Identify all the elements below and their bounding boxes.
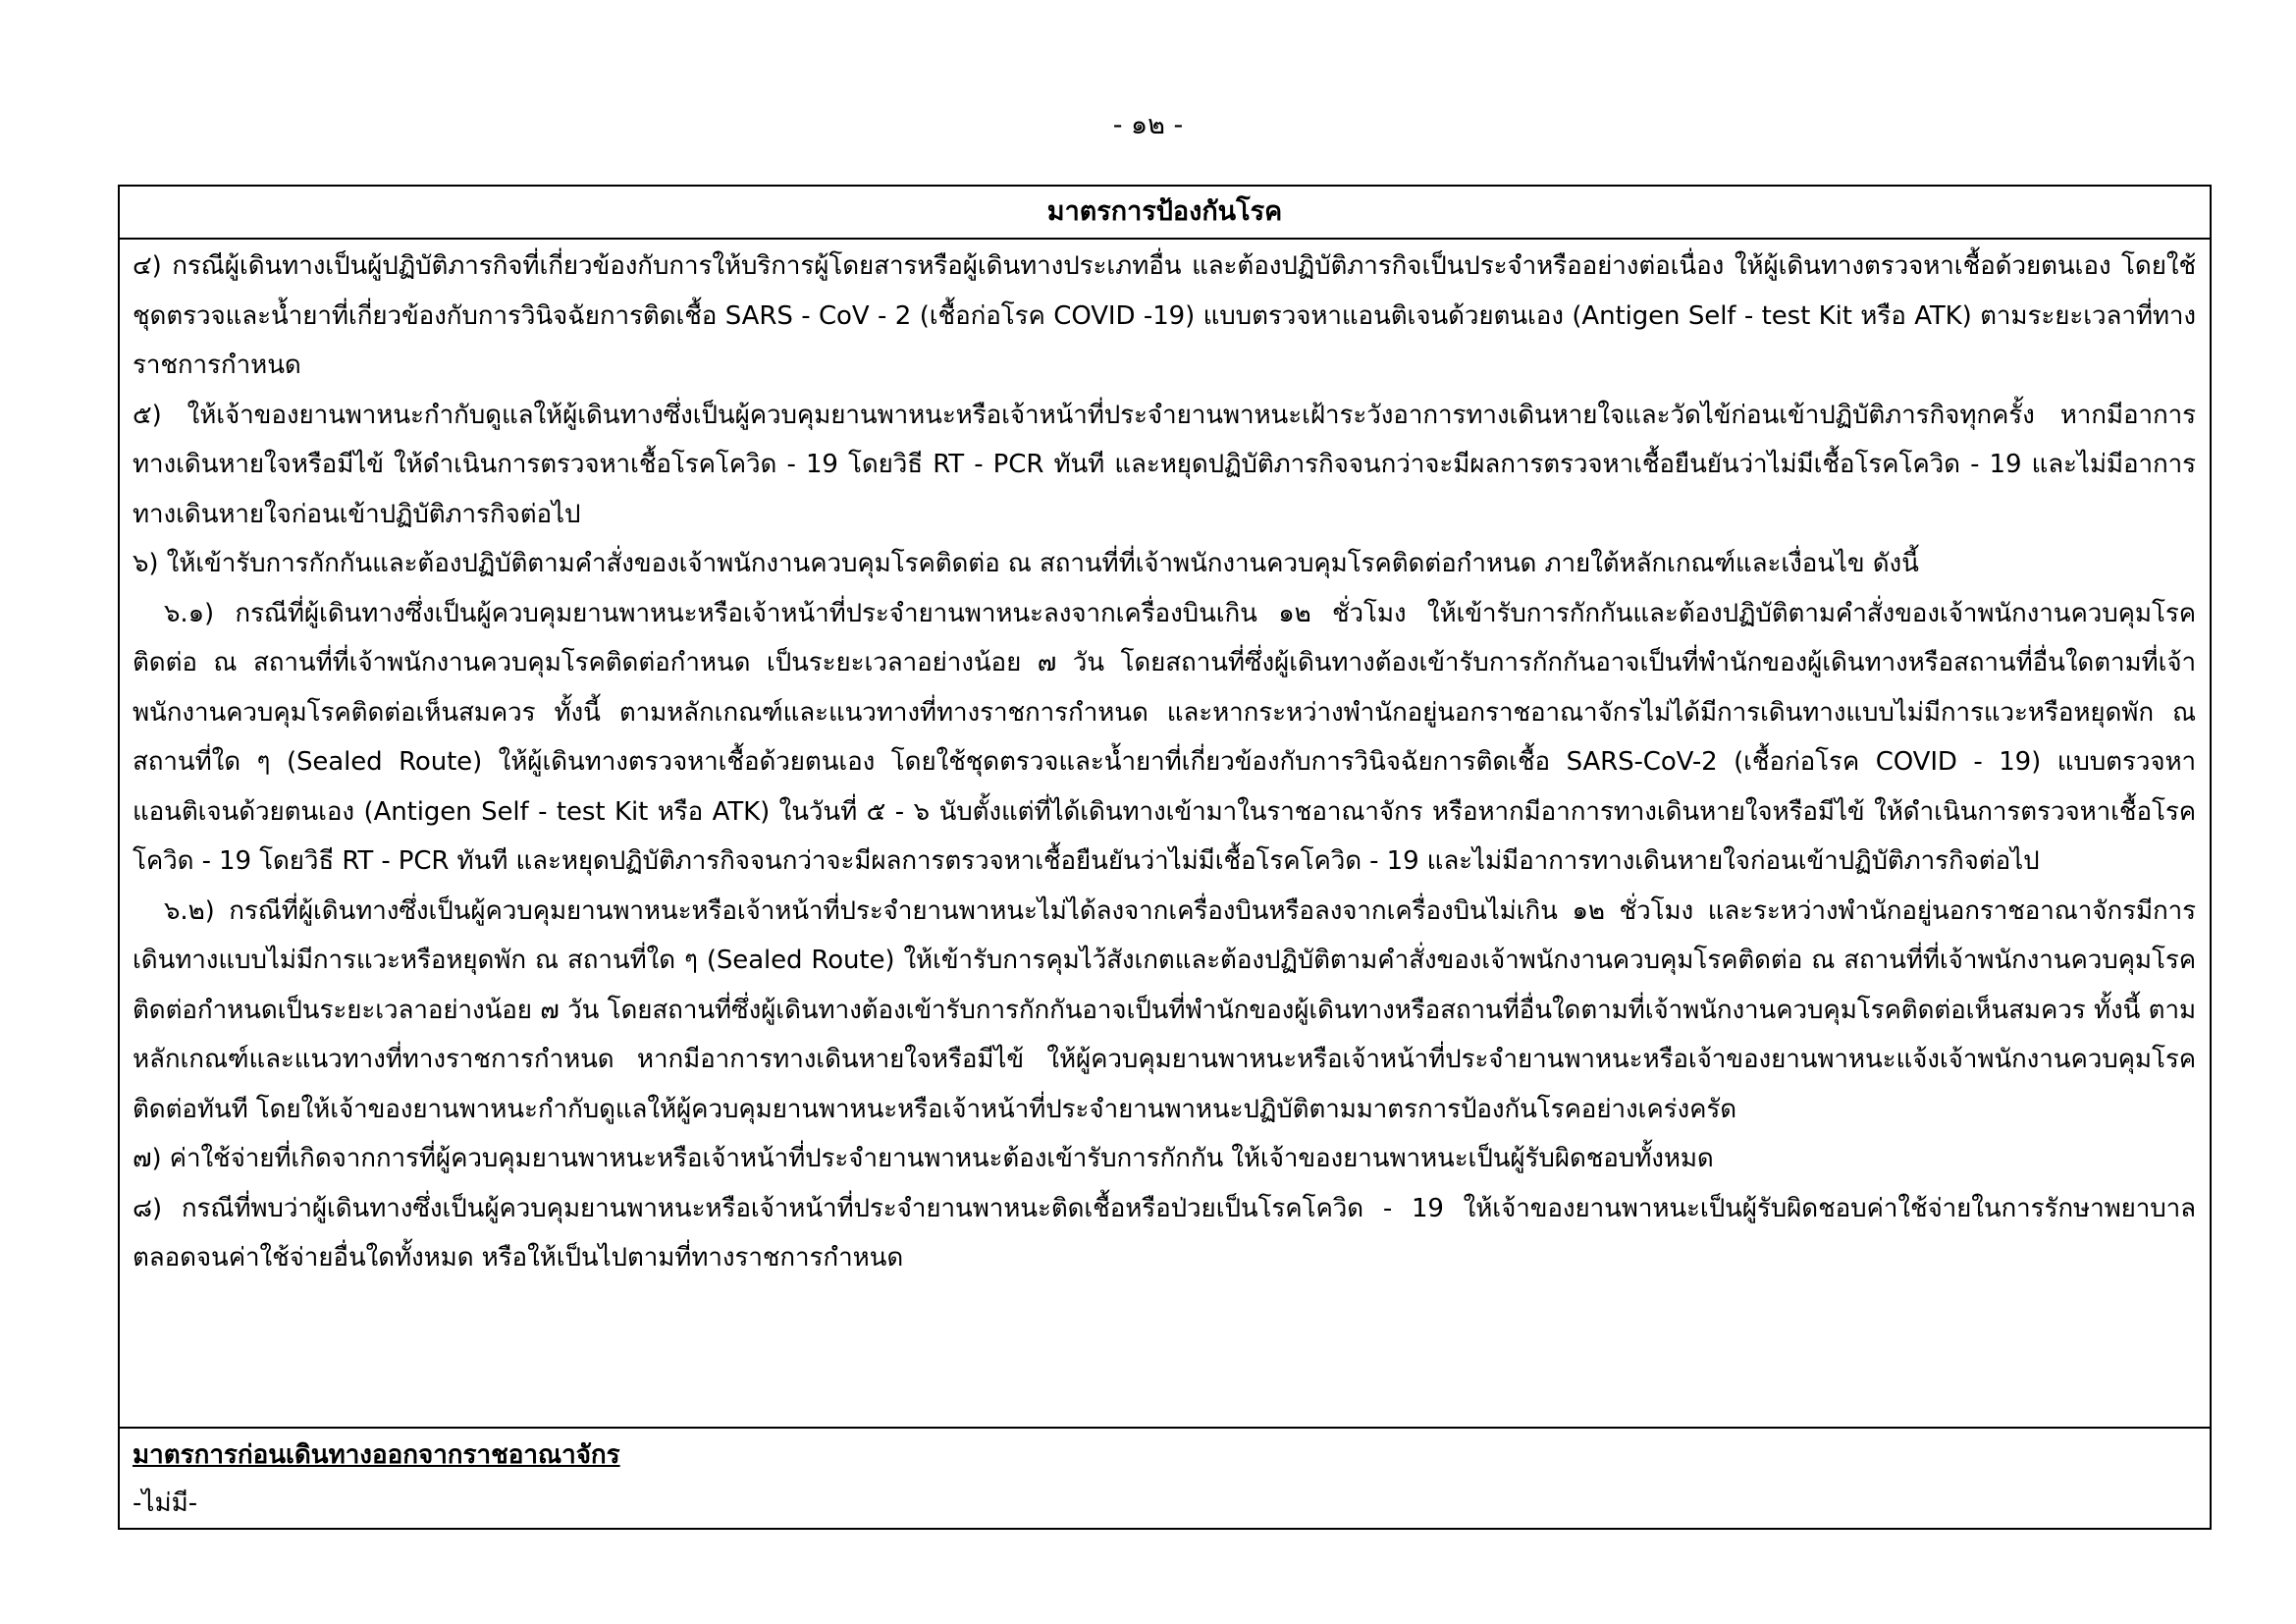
paragraph-6-1: ๖.๑) กรณีที่ผู้เดินทางซึ่งเป็นผู้ควบคุมยานพาหนะหรือเจ้าหน้าที่ประจำยานพาหนะลงจากเครื่องบินเกิน ๑๒ ชั่วโมง ให้เข้ารับการกักกันและต้องปฏิบัติตามคำสั่งของเจ้าพนักงานควบคุมโรคติดต่อ ณ สถานที่ที่เจ้าพนักงานควบคุมโรคติดต่อกำหนด เป็นระยะเวลาอย่างน้อย ๗ วัน โดยสถานที่ซึ่งผู้เดินทางต้องเข้ารับการกักกันอาจเป็นที่พำนักของผู้เดินทางหรือสถานที่อื่นใดตามที่เจ้าพนักงานควบคุมโรคติดต่อเห็นสมควร ทั้งนี้ ตามหลักเกณฑ์และแนวทางที่ทางราชการกำหนด และหากระหว่างพำนักอยู่นอกราชอาณาจักรไม่ได้มีการเดินทางแบบไม่มีการแวะหรือหยุดพัก ณ สถานที่ใด ๆ (Sealed Route) ให้ผู้เดินทางตรวจหาเชื้อด้วยตนเอง โดยใช้ชุดตรวจและน้ำยาที่เกี่ยวข้องกับการวินิจฉัยการติดเชื้อ SARS-CoV-2 (เชื้อก่อโรค COVID - 19) แบบตรวจหาแอนติเจนด้วยตนเอง (Antigen Self - test Kit หรือ ATK) ในวันที่ ๕ - ๖ นับตั้งแต่ที่ได้เดินทางเข้ามาในราชอาณาจักร หรือหากมีอาการทางเดินหายใจหรือมีไข้ ให้ดำเนินการตรวจหาเชื้อโรคโควิด - 19 โดยวิธี RT - PCR ทันที และหยุดปฏิบัติภารกิจจนกว่าจะมีผลการตรวจหาเชื้อยืนยันว่าไม่มีเชื้อโรคโควิด - 19 และไม่มีอาการทางเดินหายใจก่อนเข้าปฏิบัติภารกิจต่อไป [133,598,2196,876]
table-footer [120,1427,2210,1528]
paragraph-7: ๗) ค่าใช้จ่ายที่เกิดจากการที่ผู้ควบคุมยานพาหนะหรือเจ้าหน้าที่ประจำยานพาหนะต้องเข้ารับการกักกัน ให้เจ้าของยานพาหนะเป็นผู้รับผิดชอบทั้งหมด [133,1144,1714,1173]
paragraph-6-2: ๖.๒) กรณีที่ผู้เดินทางซึ่งเป็นผู้ควบคุมยานพาหนะหรือเจ้าหน้าที่ประจำยานพาหนะไม่ได้ลงจากเครื่องบินหรือลงจากเครื่องบินไม่เกิน ๑๒ ชั่วโมง และระหว่างพำนักอยู่นอกราชอาณาจักรมีการเดินทางแบบไม่มีการแวะหรือหยุดพัก ณ สถานที่ใด ๆ (Sealed Route) ให้เข้ารับการคุมไว้สังเกตและต้องปฏิบัติตามคำสั่งของเจ้าพนักงานควบคุมโรคติดต่อ ณ สถานที่ที่เจ้าพนักงานควบคุมโรคติดต่อกำหนดเป็นระยะเวลาอย่างน้อย ๗ วัน โดยสถานที่ซึ่งผู้เดินทางต้องเข้ารับการกักกันอาจเป็นที่พำนักของผู้เดินทางหรือสถานที่อื่นใดตามที่เจ้าพนักงานควบคุมโรคติดต่อเห็นสมควร ทั้งนี้ ตามหลักเกณฑ์และแนวทางที่ทางราชการกำหนด หากมีอาการทางเดินหายใจหรือมีไข้ ให้ผู้ควบคุมยานพาหนะหรือเจ้าหน้าที่ประจำยานพาหนะหรือเจ้าของยานพาหนะแจ้งเจ้าพนักงานควบคุมโรคติดต่อทันที โดยให้เจ้าของยานพาหนะกำกับดูแลให้ผู้ควบคุมยานพาหนะหรือเจ้าหน้าที่ประจำยานพาหนะปฏิบัติตามมาตรการป้องกันโรคอย่างเคร่งครัด [133,895,2196,1124]
paragraph-4: ๔) กรณีผู้เดินทางเป็นผู้ปฏิบัติภารกิจที่เกี่ยวข้องกับการให้บริการผู้โดยสารหรือผู้เดินทางประเภทอื่น และต้องปฏิบัติภารกิจเป็นประจำหรืออย่างต่อเนื่อง ให้ผู้เดินทางตรวจหาเชื้อด้วยตนเอง โดยใช้ชุดตรวจและน้ำยาที่เกี่ยวข้องกับการวินิจฉัยการติดเชื้อ SARS - CoV - 2 (เชื้อก่อโรค COVID -19) แบบตรวจหาแอนติเจนด้วยตนเอง (Antigen Self - test Kit หรือ ATK) ตามระยะเวลาที่ทางราชการกำหนด [133,251,2196,380]
page-number: - ๑๒ - [1112,110,1184,140]
table-header: มาตรการป้องกันโรค [120,187,2210,240]
paragraph-5: ๕) ให้เจ้าของยานพาหนะกำกับดูแลให้ผู้เดินทางซึ่งเป็นผู้ควบคุมยานพาหนะหรือเจ้าหน้าที่ประจำยานพาหนะเฝ้าระวังอาการทางเดินหายใจและวัดไข้ก่อนเข้าปฏิบัติภารกิจทุกครั้ง หากมีอาการทางเดินหายใจหรือมีไข้ ให้ดำเนินการตรวจหาเชื้อโรคโควิด - 19 โดยวิธี RT - PCR ทันที และหยุดปฏิบัติภารกิจจนกว่าจะมีผลการตรวจหาเชื้อยืนยันว่าไม่มีเชื้อโรคโควิด - 19 และไม่มีอาการทางเดินหายใจก่อนเข้าปฏิบัติภารกิจต่อไป [133,400,2196,529]
measures-table [118,185,2212,1530]
footer-text: -ไม่มี- [133,1489,198,1518]
paragraph-6: ๖) ให้เข้ารับการกักกันและต้องปฏิบัติตามคำสั่งของเจ้าพนักงานควบคุมโรคติดต่อ ณ สถานที่ที่เจ้าพนักงานควบคุมโรคติดต่อกำหนด ภายใต้หลักเกณฑ์และเงื่อนไข ดังนี้ [133,549,1919,578]
table-body [120,240,2210,1427]
paragraph-8: ๘) กรณีที่พบว่าผู้เดินทางซึ่งเป็นผู้ควบคุมยานพาหนะหรือเจ้าหน้าที่ประจำยานพาหนะติดเชื้อหรือป่วยเป็นโรคโควิด - 19 ให้เจ้าของยานพาหนะเป็นผู้รับผิดชอบค่าใช้จ่ายในการรักษาพยาบาล ตลอดจนค่าใช้จ่ายอื่นใดทั้งหมด หรือให้เป็นไปตามที่ทางราชการกำหนด [133,1193,2196,1272]
footer-title: มาตรการก่อนเดินทางออกจากราชอาณาจักร [133,1440,620,1470]
